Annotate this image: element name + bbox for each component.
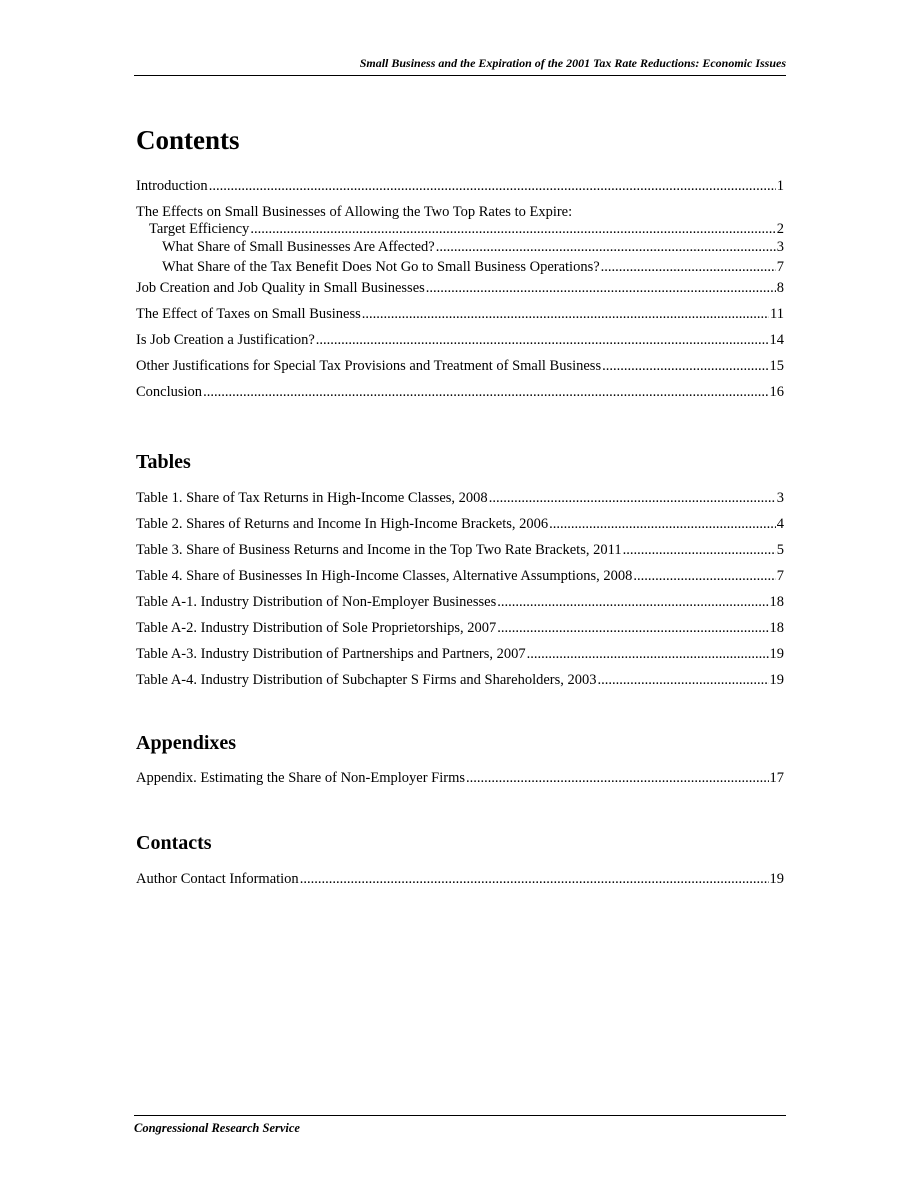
toc-entry-label: What Share of the Tax Benefit Does Not Go to Small Business Operations? <box>162 259 600 275</box>
toc-entry-page: 14 <box>769 332 784 348</box>
toc-entry-other-justifications[interactable] <box>136 358 784 375</box>
toc-entry-justification[interactable] <box>136 332 784 349</box>
contents-heading: Contents <box>136 125 240 155</box>
toc-entry-label: Table A-4. Industry Distribution of Subchapter S Firms and Shareholders, 2003 <box>136 672 597 688</box>
toc-entry-label: Conclusion <box>136 384 203 400</box>
toc-entry-label: Is Job Creation a Justification? <box>136 332 315 348</box>
contacts-list <box>136 871 784 888</box>
toc-entry-label: Job Creation and Job Quality in Small Businesses <box>136 280 425 296</box>
toc-entry-conclusion[interactable] <box>136 384 784 401</box>
toc-entry-label: The Effect of Taxes on Small Business <box>136 306 361 322</box>
toc-entry-page: 18 <box>769 620 784 636</box>
toc-table-a2[interactable] <box>136 620 784 637</box>
toc-entry-label: What Share of Small Businesses Are Affected? <box>162 239 435 255</box>
toc-entry-page: 18 <box>769 594 784 610</box>
toc-table-a4[interactable] <box>136 672 784 689</box>
toc-entry-job-creation[interactable] <box>136 280 784 297</box>
toc-appendix[interactable] <box>136 770 784 787</box>
toc-entry-page: 2 <box>776 221 784 237</box>
contacts-heading: Contacts <box>136 832 212 854</box>
toc-entry-label: Table 1. Share of Tax Returns in High-Income Classes, 2008 <box>136 490 488 506</box>
toc-entry-page: 7 <box>776 259 784 275</box>
toc-table-1[interactable] <box>136 490 784 507</box>
toc-entry-page: 1 <box>776 178 784 194</box>
toc-table-2[interactable] <box>136 516 784 533</box>
toc-entry-page: 3 <box>776 239 784 255</box>
toc-entry-page: 15 <box>769 358 784 374</box>
appendixes-heading: Appendixes <box>136 732 237 754</box>
toc-entry-label: The Effects on Small Businesses of Allowing the Two Top Rates to Expire: <box>136 204 573 220</box>
toc-entry-page: 19 <box>769 672 784 688</box>
toc-entry-label: Table 4. Share of Businesses In High-Income Classes, Alternative Assumptions, 2008 <box>136 568 633 584</box>
page-footer: Congressional Research Service <box>134 1115 786 1136</box>
toc-table-a1[interactable] <box>136 594 784 611</box>
tables-list <box>136 490 784 689</box>
toc-contact[interactable] <box>136 871 784 888</box>
toc-entry-label: Appendix. Estimating the Share of Non-Employer Firms <box>136 770 466 786</box>
toc-entry-page: 4 <box>776 516 784 532</box>
toc-entry-label: Table 3. Share of Business Returns and Income in the Top Two Rate Brackets, 2011 <box>136 542 622 558</box>
running-header: Small Business and the Expiration of the 2001 Tax Rate Reductions: Economic Issues <box>134 56 786 76</box>
toc-entry-label: Table 2. Shares of Returns and Income In High-Income Brackets, 2006 <box>136 516 549 532</box>
toc-table-a3[interactable] <box>136 646 784 663</box>
tables-heading: Tables <box>136 451 191 473</box>
toc-entry-page: 19 <box>769 646 784 662</box>
toc-entry-introduction[interactable] <box>136 178 784 195</box>
toc-entry-page: 17 <box>769 770 784 786</box>
toc-entry-label: Author Contact Information <box>136 871 299 887</box>
toc-entry-page: 16 <box>769 384 784 400</box>
toc-entry-label-continued: Target Efficiency <box>149 221 250 237</box>
toc-entry-label: Table A-2. Industry Distribution of Sole Proprietorships, 2007 <box>136 620 497 636</box>
toc-entry-page: 8 <box>776 280 784 296</box>
toc-entry-page: 19 <box>769 871 784 887</box>
toc-entry-label: Table A-3. Industry Distribution of Partnerships and Partners, 2007 <box>136 646 526 662</box>
appendixes-list <box>136 770 784 787</box>
toc-entry-effect-of-taxes[interactable] <box>136 306 784 323</box>
toc-entry-effects[interactable] <box>136 204 784 238</box>
toc-table-4[interactable] <box>136 568 784 585</box>
toc-entry-page: 5 <box>776 542 784 558</box>
toc-entry-page: 7 <box>776 568 784 584</box>
toc-entry-label: Table A-1. Industry Distribution of Non-Employer Businesses <box>136 594 497 610</box>
toc-entry-label: Other Justifications for Special Tax Provisions and Treatment of Small Business <box>136 358 602 374</box>
contents-list <box>136 178 784 401</box>
toc-table-3[interactable] <box>136 542 784 559</box>
toc-entry-page: 11 <box>770 306 784 322</box>
toc-entry-label: Introduction <box>136 178 208 194</box>
toc-subentry-share-affected[interactable] <box>136 239 784 256</box>
toc-entry-page: 3 <box>776 490 784 506</box>
toc-subentry-tax-benefit[interactable] <box>136 259 784 276</box>
